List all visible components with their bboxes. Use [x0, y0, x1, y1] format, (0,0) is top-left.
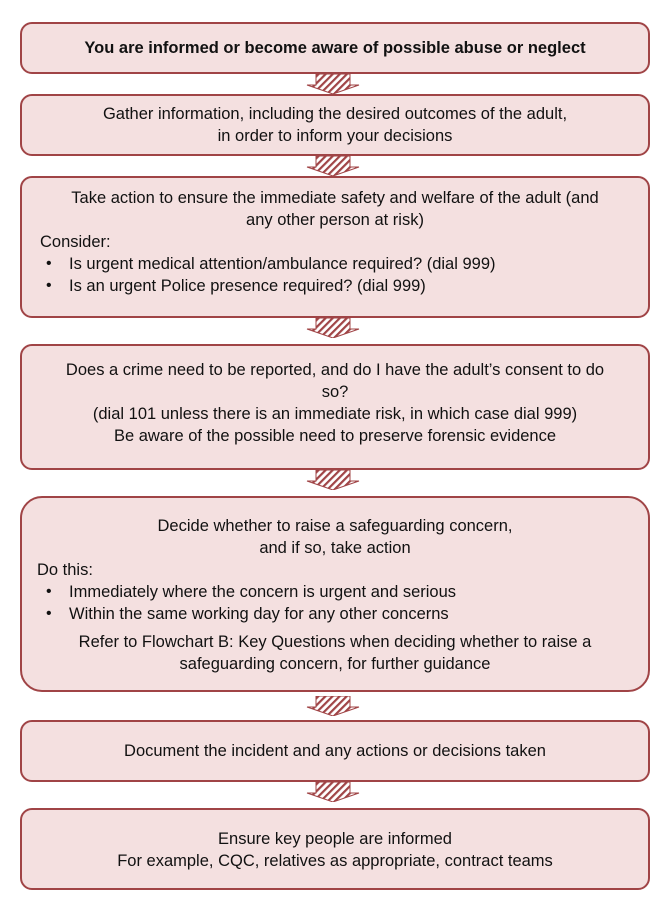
down-arrow-icon — [303, 696, 363, 716]
step-footer-text: safeguarding concern, for further guidance — [179, 655, 491, 673]
step-text: Decide whether to raise a safeguarding concern, — [157, 517, 513, 535]
step-text: Ensure key people are informed — [218, 830, 452, 848]
step-text: (dial 101 unless there is an immediate risk, in which case dial 999) — [92, 405, 578, 423]
bullet-item: • Is an urgent Police presence required? (dial 999) — [22, 275, 648, 297]
down-arrow-icon — [303, 318, 363, 338]
bullet-item: • Within the same working day for any other concerns — [22, 603, 648, 625]
step-footer-text: Refer to Flowchart B: Key Questions when deciding whether to raise a — [78, 633, 592, 651]
flow-step-raise-concern — [20, 496, 650, 692]
step-text: Be aware of the possible need to preserve forensic evidence — [113, 427, 557, 445]
step-text: Gather information, including the desired outcomes of the adult, — [102, 105, 568, 123]
down-arrow-icon — [303, 74, 363, 94]
bullet-item: • Immediately where the concern is urgent and serious — [22, 581, 648, 603]
step-text: For example, CQC, relatives as appropriate, contract teams — [117, 852, 553, 870]
flow-step-document-incident — [20, 720, 650, 782]
flow-step-report-crime — [20, 344, 650, 470]
down-arrow-icon — [303, 156, 363, 176]
flow-step-gather-information — [20, 94, 650, 156]
step-text: in order to inform your decisions — [217, 127, 453, 145]
step-text: and if so, take action — [259, 539, 411, 557]
step-text: Take action to ensure the immediate safety and welfare of the adult (and — [71, 189, 599, 207]
flow-step-inform-key-people — [20, 808, 650, 890]
flow-step-immediate-safety — [20, 176, 650, 318]
bullet-item: • Is urgent medical attention/ambulance required? (dial 999) — [22, 253, 648, 275]
step-text: You are informed or become aware of possible abuse or neglect — [84, 39, 586, 57]
down-arrow-icon — [303, 782, 363, 802]
bullet-list — [22, 253, 648, 297]
step-text: any other person at risk) — [246, 211, 424, 229]
step-text: Document the incident and any actions or decisions taken — [124, 742, 546, 760]
list-label: Consider: — [40, 233, 111, 251]
down-arrow-icon — [303, 470, 363, 490]
step-text: Does a crime need to be reported, and do I have the adult’s consent to do — [65, 361, 605, 379]
bullet-list — [22, 581, 648, 625]
list-label: Do this: — [37, 561, 93, 579]
flow-step-informed — [20, 22, 650, 74]
step-text: so? — [321, 383, 349, 401]
